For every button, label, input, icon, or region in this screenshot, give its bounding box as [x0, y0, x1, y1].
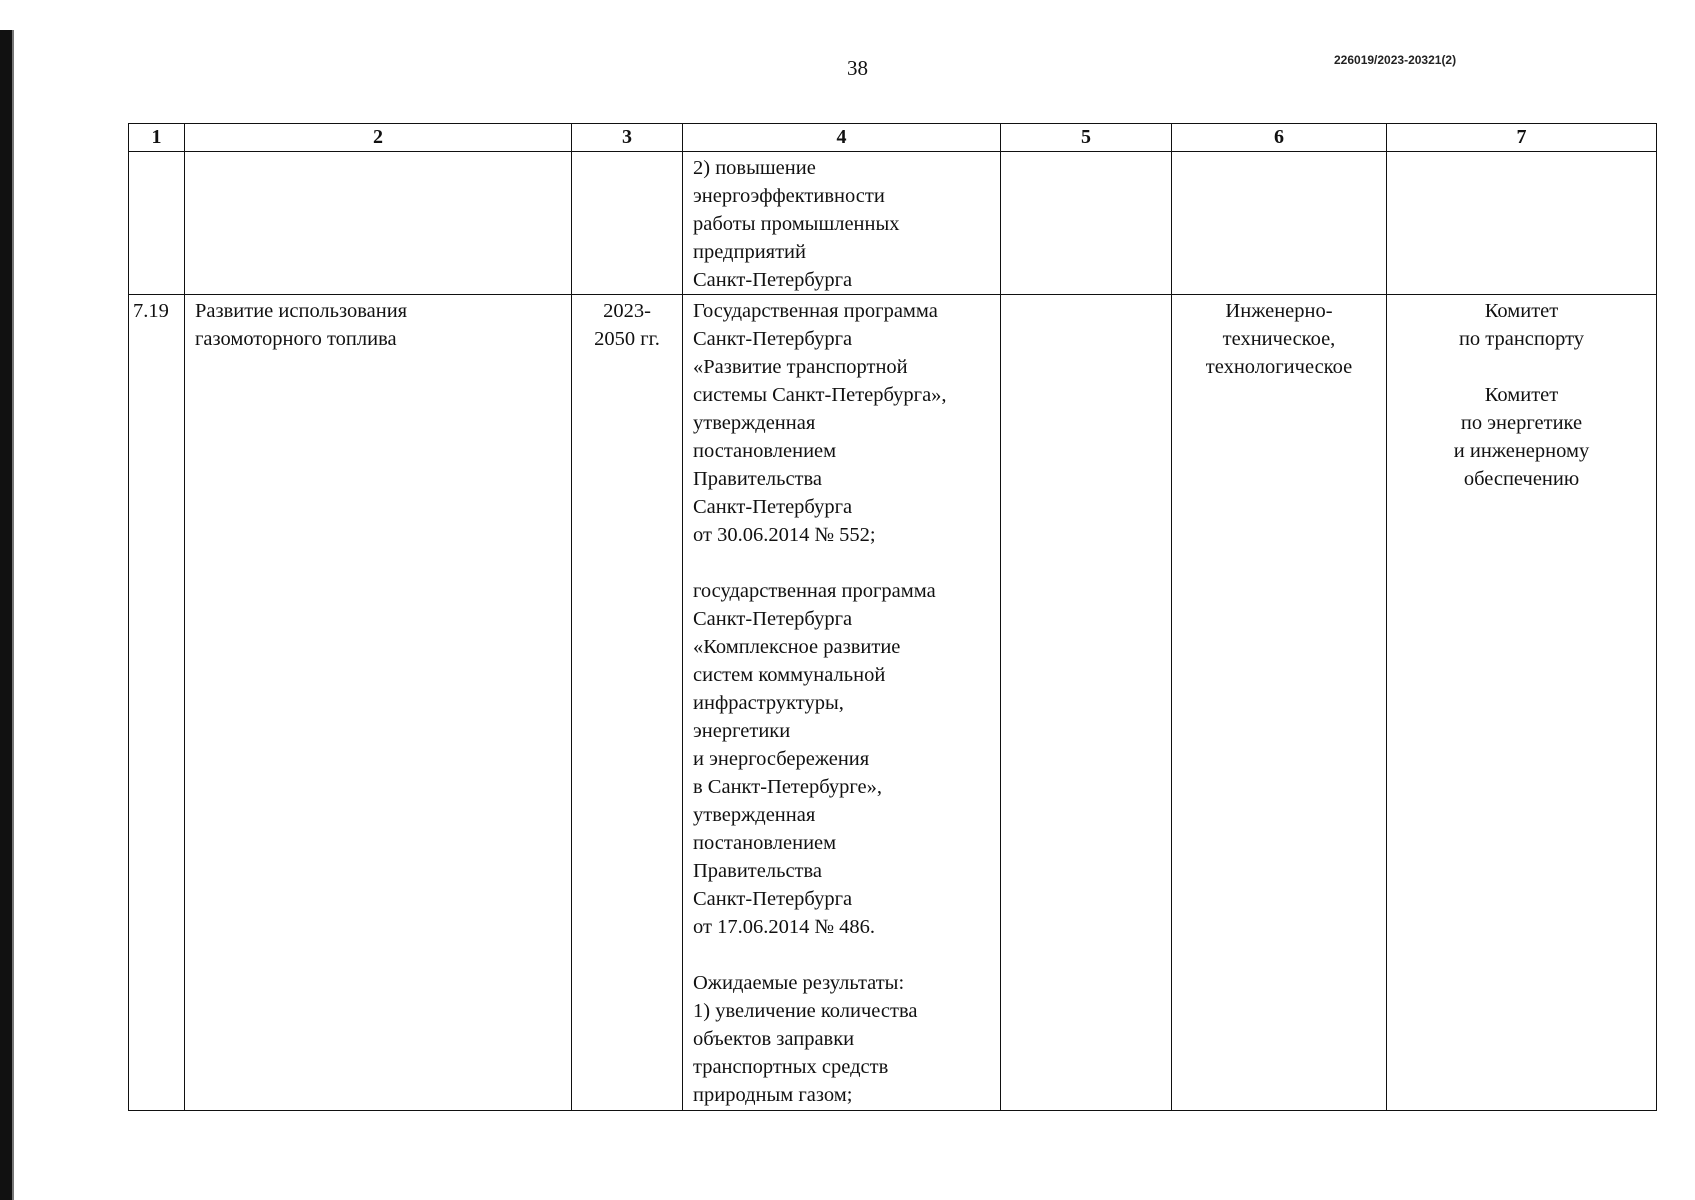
measure-basis: Государственная программа Санкт-Петербурга «Развитие транспортной системы Санкт-Петербурга», утвержденная постановлением Правительства Санкт-Петербурга от 30.06.2014 № 552; государственная программа Санкт-Петербурга «Комплексное развитие систем коммунальной инфраструктуры, энергетики и энергосбережения в Санкт-Петербурге», утвержденная постановлением Правительства Санкт-Петербурга от 17.06.2014 № 486. Ожидаемые результаты: 1) увеличение количества объектов заправки транспортных средств природным газом; — [693, 300, 947, 1106]
column-header-1: 1 — [129, 124, 185, 152]
measure-name: Развитие использования газомоторного топлива — [195, 300, 408, 350]
document-id: 226019/2023-20321(2) — [1334, 53, 1457, 67]
cell-col5 — [1001, 295, 1172, 1111]
continued-text: 2) повышение энергоэффективности работы промышленных предприятий Санкт-Петербурга — [693, 157, 900, 291]
cell-type — [1172, 295, 1387, 1111]
column-header-5: 5 — [1001, 124, 1172, 152]
measure-responsible: Комитет по транспорту Комитет по энергетике и инженерному обеспечению — [1453, 300, 1590, 490]
table-row-continuation — [129, 152, 1657, 295]
cell-name — [185, 295, 572, 1111]
cell-expected-results-continued — [683, 152, 1001, 295]
column-header-7: 7 — [1387, 124, 1657, 152]
cell-empty — [1172, 152, 1387, 295]
column-header-2: 2 — [185, 124, 572, 152]
column-header-4: 4 — [683, 124, 1001, 152]
measure-col5 — [1001, 295, 1171, 297]
table-row-7-19 — [129, 295, 1657, 1111]
cell-number — [129, 295, 185, 1111]
measure-number: 7.19 — [133, 300, 169, 322]
scan-edge — [0, 30, 12, 1200]
cell-empty — [1001, 152, 1172, 295]
column-header-3: 3 — [572, 124, 683, 152]
table-header-row — [129, 124, 1657, 152]
measure-type: Инженерно- техническое, технологическое — [1205, 300, 1353, 378]
cell-empty — [129, 152, 185, 295]
cell-responsible — [1387, 295, 1657, 1111]
cell-basis — [683, 295, 1001, 1111]
cell-empty — [572, 152, 683, 295]
scan-edge-shadow — [12, 30, 14, 1200]
measure-period: 2023- 2050 гг. — [594, 300, 660, 350]
column-header-6: 6 — [1172, 124, 1387, 152]
measures-table — [128, 123, 1657, 1111]
cell-period — [572, 295, 683, 1111]
page-number: 38 — [847, 56, 868, 80]
cell-empty — [185, 152, 572, 295]
cell-empty — [1387, 152, 1657, 295]
